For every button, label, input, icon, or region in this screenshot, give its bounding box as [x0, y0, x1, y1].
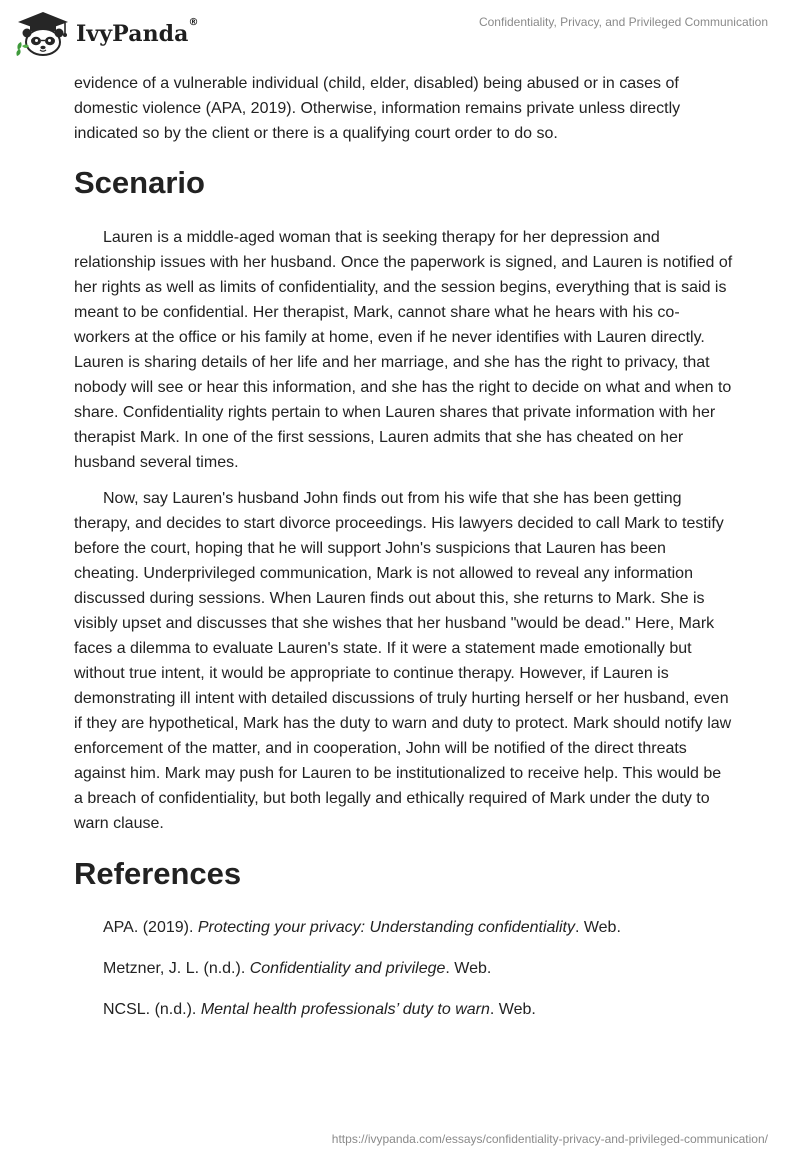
document-title: Confidentiality, Privacy, and Privileged Communication [478, 15, 768, 29]
brand-name: IvyPanda® [76, 17, 199, 47]
references-heading: References [74, 856, 242, 891]
panda-graduation-cap-icon [14, 10, 72, 58]
reference-item: APA. (2019). Protecting your privacy: Understanding confidentiality. Web. [103, 919, 621, 936]
ivypanda-logo[interactable] [14, 8, 199, 60]
scenario-heading: Scenario [74, 165, 205, 200]
intro-paragraph: evidence of a vulnerable individual (child, elder, disabled) being abused or in cases of domestic violence (APA, 2019). Otherwise, information remains private unless directly indicated so by the client or there is a qualifying court order to do so. [74, 75, 681, 142]
registered-mark: ® [188, 17, 199, 28]
reference-item: Metzner, J. L. (n.d.). Confidentiality and privilege. Web. [103, 960, 492, 977]
essay-content [74, 71, 734, 1041]
reference-title: Mental health professionals’ duty to warn [200, 1001, 490, 1018]
page-header [0, 0, 800, 70]
references-list [74, 918, 734, 1020]
scenario-paragraph: Lauren is a middle-aged woman that is seeking therapy for her depression and relationship issues with her husband. Once the paperwork is signed, and Lauren is notified of her rights as well as limits of confidentiality, and the session begins, everything that is said is meant to be confidential. Her therapist, Mark, cannot share what he hears with his co-workers at the office or his family at home, even if he never identifies with Lauren directly. Lauren is sharing details of her life and her marriage, and she has the right to privacy, that nobody will see or hear this information, and she has the right to decide on what and when to share. Confidentiality rights pertain to when Lauren shares that private information with her therapist Mark. In one of the first sessions, Lauren admits that she has cheated on her husband several times. [74, 229, 733, 471]
reference-title: Confidentiality and privilege [249, 960, 446, 977]
footer-url-link[interactable]: https://ivypanda.com/essays/confidentiality-privacy-and-privileged-communication/ [331, 1132, 768, 1146]
scenario-paragraph: Now, say Lauren's husband John finds out from his wife that she has been getting therapy, and decides to start divorce proceedings. His lawyers decided to call Mark to testify before the court, hoping that he will support John's suspicions that Lauren has been cheating. Underprivileged communication, Mark is not allowed to reveal any information discussed during sessions. When Lauren finds out about this, she returns to Mark. She is visibly upset and discusses that she wishes that her husband "would be dead." Here, Mark faces a dilemma to evaluate Lauren's state. If it were a statement made emotionally but without true intent, it would be appropriate to continue therapy. However, if Lauren is demonstrating ill intent with detailed discussions of truly hurting herself or her husband, even if they are hypothetical, Mark has the duty to warn and duty to protect. Mark should notify law enforcement of the matter, and in cooperation, John will be notified of the direct threats against him. Mark may push for Lauren to be institutionalized to receive help. This would be a breach of confidentiality, but both legally and ethically required of Mark under the duty to warn clause. [74, 490, 732, 832]
reference-item: NCSL. (n.d.). Mental health professionals’ duty to warn. Web. [103, 1001, 536, 1018]
reference-title: Protecting your privacy: Understanding confidentiality [197, 919, 575, 936]
